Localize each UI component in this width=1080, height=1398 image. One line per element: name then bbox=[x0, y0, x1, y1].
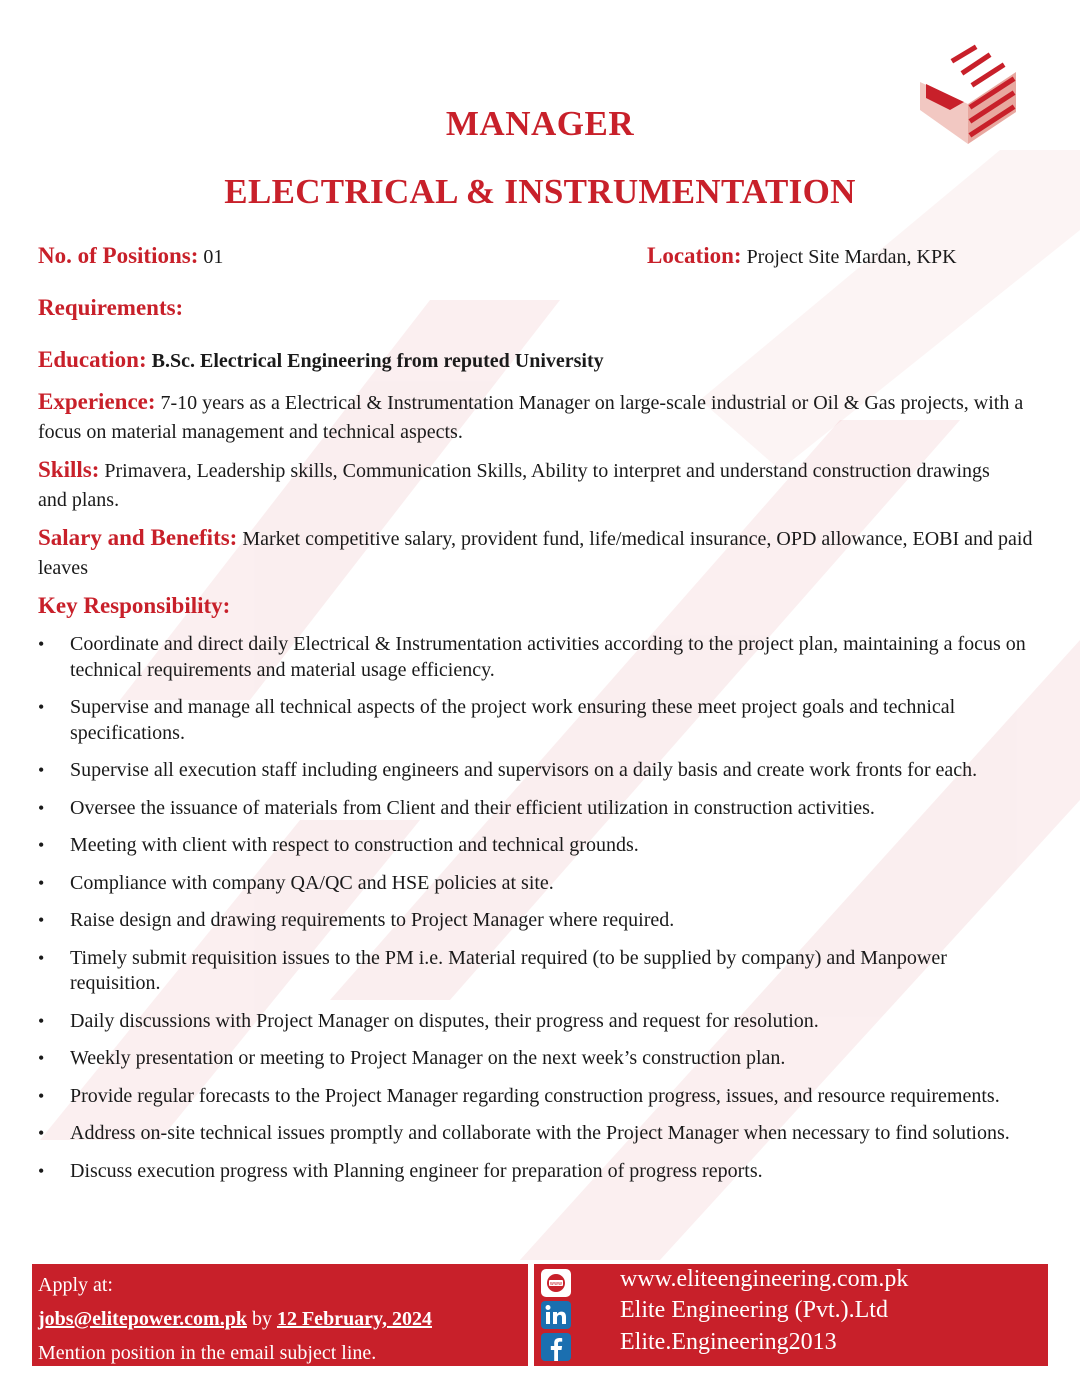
facebook-icon bbox=[540, 1332, 572, 1362]
linkedin-link[interactable]: Elite Engineering (Pvt.).Ltd bbox=[620, 1297, 888, 1323]
list-item: • Meeting with client with respect to construction and technical grounds. bbox=[38, 833, 1038, 859]
experience-value: 7-10 years as a Electrical & Instrumentation Manager on large-scale industrial or Oil & Gas projects, with a focus on material management and technical aspects. bbox=[38, 392, 1024, 443]
logo-mark-icon bbox=[912, 40, 1024, 146]
apply-deadline: 12 February, 2024 bbox=[276, 1308, 432, 1330]
linkedin-icon bbox=[540, 1300, 572, 1330]
salary-label: Salary and Benefits: bbox=[38, 525, 238, 550]
svg-text:www: www bbox=[549, 1281, 563, 1287]
list-item: • Supervise and manage all technical aspects of the project work ensuring these meet project goals and technical specifications. bbox=[38, 695, 1038, 746]
website-link[interactable]: www.eliteengineering.com.pk bbox=[620, 1266, 909, 1292]
contact-box bbox=[534, 1264, 1048, 1366]
list-item: • Supervise all execution staff including engineers and supervisors on a daily basis and create work fronts for each. bbox=[38, 758, 1038, 784]
salary-row bbox=[38, 524, 1038, 582]
list-item: • Raise design and drawing requirements to Project Manager where required. bbox=[38, 908, 1038, 934]
apply-by: by bbox=[251, 1308, 272, 1330]
list-item: • Compliance with company QA/QC and HSE policies at site. bbox=[38, 871, 1038, 897]
apply-label: Apply at: bbox=[38, 1274, 113, 1296]
company-logo bbox=[912, 40, 1024, 146]
title-line-2: ELECTRICAL & INSTRUMENTATION bbox=[224, 172, 856, 211]
apply-note: Mention position in the email subject line. bbox=[38, 1342, 377, 1364]
education-row bbox=[38, 346, 604, 375]
location-row bbox=[647, 242, 957, 271]
list-item: • Discuss execution progress with Planning engineer for preparation of progress reports. bbox=[38, 1159, 1038, 1185]
location-label: Location: bbox=[647, 243, 742, 268]
list-item: • Coordinate and direct daily Electrical & Instrumentation activities according to the project plan, maintaining a focus on technical requirements and material usage efficiency. bbox=[38, 632, 1038, 683]
web-icon bbox=[540, 1268, 572, 1298]
skills-label: Skills: bbox=[38, 457, 100, 482]
apply-box bbox=[32, 1264, 528, 1366]
responsibility-heading: Key Responsibility: bbox=[38, 593, 231, 618]
experience-label: Experience: bbox=[38, 389, 156, 414]
education-label: Education: bbox=[38, 347, 147, 372]
list-item: • Timely submit requisition issues to the PM i.e. Material required (to be supplied by company) and Manpower requisition. bbox=[38, 946, 1038, 997]
skills-value: Primavera, Leadership skills, Communication Skills, Ability to interpret and understand construction drawings and plans. bbox=[38, 460, 990, 511]
facebook-link[interactable]: Elite.Engineering2013 bbox=[620, 1329, 837, 1355]
title-line-1: MANAGER bbox=[445, 104, 635, 143]
apply-email-link[interactable]: jobs@elitepower.com.pk bbox=[38, 1308, 247, 1330]
list-item: • Address on-site technical issues promptly and collaborate with the Project Manager when necessary to find solutions. bbox=[38, 1121, 1038, 1147]
list-item: • Provide regular forecasts to the Project Manager regarding construction progress, issues, and resource requirements. bbox=[38, 1084, 1038, 1110]
list-item: • Daily discussions with Project Manager on disputes, their progress and request for resolution. bbox=[38, 1009, 1038, 1035]
skills-row bbox=[38, 456, 998, 514]
experience-row bbox=[38, 388, 1038, 446]
education-value: B.Sc. Electrical Engineering from reputed University bbox=[151, 350, 604, 372]
positions-row bbox=[38, 242, 223, 271]
salary-value: Market competitive salary, provident fund, life/medical insurance, OPD allowance, EOBI and paid leaves bbox=[38, 528, 1033, 579]
positions-value: 01 bbox=[203, 246, 224, 268]
list-item: • Weekly presentation or meeting to Project Manager on the next week’s construction plan. bbox=[38, 1046, 1038, 1072]
list-item: • Oversee the issuance of materials from Client and their efficient utilization in construction activities. bbox=[38, 796, 1038, 822]
apply-line bbox=[38, 1302, 528, 1336]
responsibility-list bbox=[38, 632, 1038, 1184]
location-value: Project Site Mardan, KPK bbox=[746, 246, 957, 268]
positions-label: No. of Positions: bbox=[38, 243, 199, 268]
requirements-heading: Requirements: bbox=[38, 295, 184, 320]
